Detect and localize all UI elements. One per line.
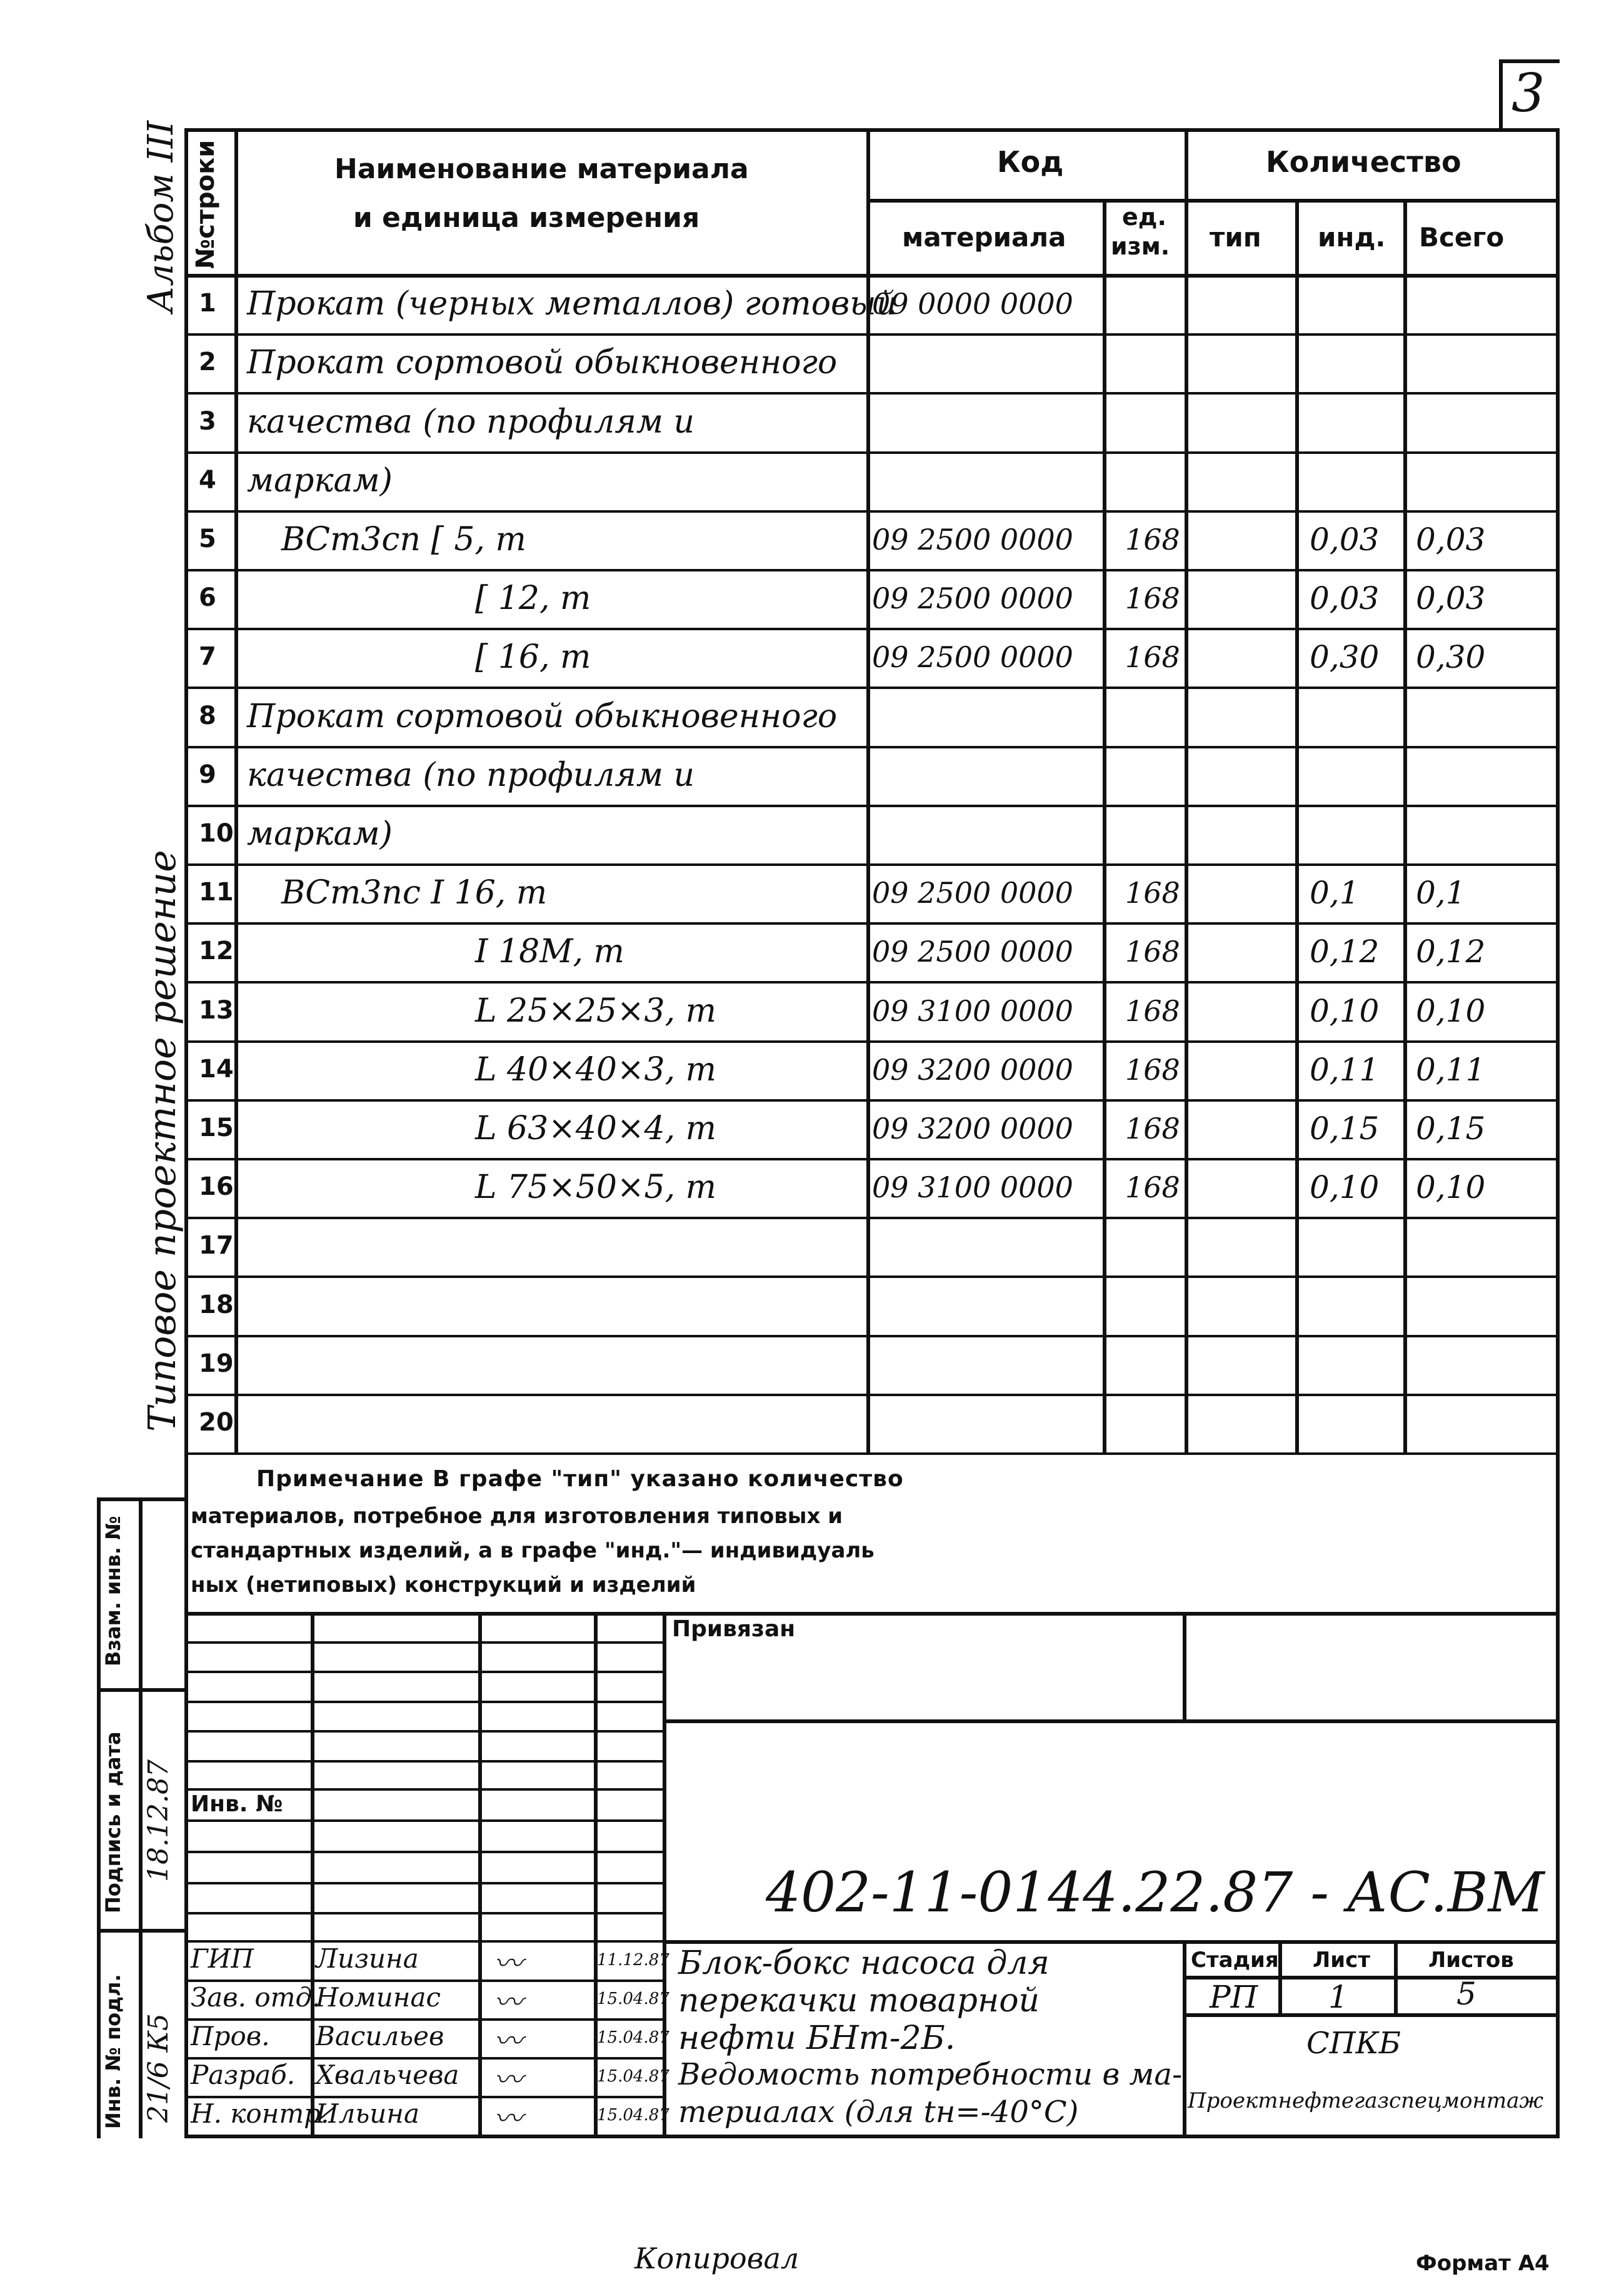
row-number: 8 (199, 701, 216, 730)
signature-date: 15.04.87 (597, 1990, 669, 2008)
table-row-line (184, 746, 1560, 748)
row-unit-code: 168 (1125, 994, 1180, 1028)
signature-role: Разраб. (191, 2060, 296, 2090)
header-code-material: материала (902, 222, 1066, 253)
row-material-name: Прокат сортовой обыкновенного (247, 344, 838, 382)
header-name-line1: Наименование материала (334, 153, 749, 185)
col-line-type (1295, 199, 1299, 1454)
header-code-unit-2: изм. (1111, 233, 1170, 260)
row-material-code: 09 2500 0000 (872, 876, 1073, 910)
row-number: 9 (199, 760, 216, 789)
note-line3: стандартных изделий, а в графе "инд."— индивидуаль (191, 1538, 875, 1563)
signature-scribble-icon: 〰 (494, 1985, 523, 2019)
table-row-line (184, 628, 1560, 630)
row-number: 13 (199, 995, 234, 1025)
row-number: 6 (199, 583, 216, 613)
row-unit-code: 168 (1125, 876, 1180, 910)
row-unit-code: 168 (1125, 522, 1180, 556)
title-line1: Блок-бокс насоса для (678, 1944, 1050, 1982)
row-material-code: 09 2500 0000 (872, 581, 1073, 616)
header-row-no: №строки (191, 139, 220, 269)
row-material-name: ВСт3пс I 16, т (281, 874, 548, 912)
sheets-label: Листов (1428, 1948, 1514, 1973)
table-row-line (184, 1394, 1560, 1396)
col-line-ind (1403, 199, 1407, 1454)
signature-name: Ильина (316, 2098, 419, 2129)
title-line3: нефти БНт-2Б. (678, 2020, 956, 2057)
table-row-line (184, 805, 1560, 807)
copied-label: Копировал (634, 2241, 799, 2275)
col-line-unit (1185, 128, 1188, 1454)
table-row-line (184, 1158, 1560, 1160)
row-material-name: [ 16, т (475, 638, 591, 677)
signature-date: 11.12.87 (597, 1951, 669, 1970)
row-material-code: 09 3200 0000 (872, 1111, 1073, 1145)
signature-role: Зав. отд. (191, 1982, 321, 2013)
page-number: 3 (1511, 63, 1545, 124)
row-qty-ind: 0,1 (1310, 875, 1360, 912)
row-number: 20 (199, 1407, 234, 1437)
stamp-strip-top (97, 1497, 184, 1501)
row-number: 16 (199, 1172, 234, 1202)
row-qty-total: 0,11 (1416, 1051, 1486, 1088)
row-material-name: L 25×25×3, т (475, 992, 716, 1030)
row-qty-total: 0,30 (1416, 639, 1486, 676)
table-row-line (184, 1335, 1560, 1337)
row-number: 11 (199, 878, 234, 907)
table-row-line (184, 687, 1560, 689)
header-qty-total: Всего (1419, 222, 1505, 253)
row-material-name: качества (по профилям и (247, 756, 694, 794)
row-material-name: Прокат (черных металлов) готовый (247, 285, 898, 323)
note-line1: Примечание В графе "тип" указано количество (256, 1466, 904, 1492)
row-qty-ind: 0,30 (1310, 639, 1380, 676)
row-number: 5 (199, 524, 216, 553)
title-block-row-line (184, 1912, 663, 1914)
row-number: 2 (199, 348, 216, 377)
vzam-label: Взам. инв. № (101, 1516, 125, 1666)
title-block-row-line (184, 1701, 663, 1703)
org-short: СПКБ (1306, 2026, 1401, 2061)
row-number: 3 (199, 406, 216, 436)
row-material-name: L 40×40×3, т (475, 1050, 716, 1089)
col-line-rownum (234, 128, 238, 1454)
header-qty: Количество (1266, 145, 1461, 179)
album-label: Альбом III (141, 120, 181, 313)
format-label: Формат А4 (1416, 2251, 1550, 2276)
row-number: 12 (199, 937, 234, 966)
row-qty-total: 0,15 (1416, 1110, 1486, 1147)
title-line2: перекачки товарной (678, 1982, 1040, 2020)
note-line2: материалов, потребное для изготовления типовых и (191, 1504, 843, 1529)
table-row-line (184, 1452, 1560, 1455)
title-block-top-line (184, 1612, 1560, 1616)
row-number: 18 (199, 1290, 234, 1319)
title-block-row-line (184, 1882, 663, 1884)
table-row-line (184, 333, 1560, 336)
table-row-line (184, 922, 1560, 925)
row-qty-total: 0,10 (1416, 992, 1486, 1029)
signature-scribble-icon: 〰 (494, 2063, 523, 2096)
title-block-row-line (184, 1760, 663, 1763)
row-material-name: Прокат сортовой обыкновенного (247, 697, 838, 735)
row-material-code: 09 2500 0000 (872, 522, 1073, 556)
signature-name: Лизина (316, 1943, 419, 1974)
row-number: 19 (199, 1349, 234, 1378)
row-qty-total: 0,10 (1416, 1169, 1486, 1206)
row-unit-code: 168 (1125, 935, 1180, 969)
row-unit-code: 168 (1125, 581, 1180, 616)
row-material-code: 09 0000 0000 (872, 287, 1073, 321)
row-material-name: маркам) (247, 815, 393, 853)
row-material-name: [ 12, т (475, 580, 591, 618)
series-title: Типовое проектное решение (141, 850, 184, 1432)
signature-date: 15.04.87 (597, 2067, 669, 2086)
header-bottom-line (184, 274, 1560, 278)
stamp-strip-div1 (97, 1688, 184, 1692)
col-line-name (866, 128, 870, 1454)
signature-name: Номинас (316, 1982, 441, 2013)
table-row-line (184, 981, 1560, 984)
table-row-line (184, 569, 1560, 571)
signature-date: 15.04.87 (597, 2106, 669, 2125)
stamp-strip-mid (97, 1497, 101, 2138)
row-qty-ind: 0,15 (1310, 1110, 1380, 1147)
signature-name: Хвальчева (316, 2060, 459, 2090)
row-qty-ind: 0,10 (1310, 992, 1380, 1029)
row-unit-code: 168 (1125, 1170, 1180, 1205)
frame-right-line (1556, 128, 1560, 2138)
title-block-row-line (184, 1819, 663, 1822)
tb-line-a (663, 1719, 1560, 1723)
row-material-name: маркам) (247, 461, 393, 500)
row-material-code: 09 2500 0000 (872, 935, 1073, 969)
row-qty-total: 0,12 (1416, 933, 1486, 970)
row-number: 15 (199, 1113, 234, 1142)
stage-value: РП (1210, 1979, 1258, 2015)
tb-col-4 (663, 1612, 666, 2137)
row-material-code: 09 3200 0000 (872, 1052, 1073, 1087)
privyazan-label: Привязан (672, 1616, 796, 1642)
row-qty-ind: 0,10 (1310, 1169, 1380, 1206)
title-block-row-line (184, 1671, 663, 1673)
inv-no-label: Инв. № (191, 1791, 283, 1817)
stage-label: Стадия (1191, 1948, 1279, 1973)
table-row-line (184, 451, 1560, 454)
frame-left-line (184, 128, 188, 2138)
header-code: Код (997, 145, 1064, 179)
row-material-code: 09 2500 0000 (872, 640, 1073, 675)
row-material-name: качества (по профилям и (247, 403, 694, 441)
document-code: 402-11-0144.22.87 - АС.ВМ (766, 1860, 1545, 1924)
row-qty-total: 0,03 (1416, 580, 1486, 617)
signature-scribble-icon: 〰 (494, 2024, 523, 2058)
title-block-row-line (184, 1851, 663, 1853)
title-block-row-line (184, 1788, 663, 1791)
tb-stage-left (1183, 1940, 1186, 2137)
page-number-box-left (1499, 59, 1503, 131)
header-code-unit-1: ед. (1122, 203, 1166, 231)
row-material-code: 09 3100 0000 (872, 994, 1073, 1028)
inv-podl-value: 21/6 К5 (143, 2013, 174, 2123)
inv-podl-label: Инв. № подл. (101, 1974, 125, 2129)
row-number: 1 (199, 289, 216, 318)
row-number: 17 (199, 1231, 234, 1260)
row-material-name: I 18М, т (475, 933, 624, 971)
title-line5: териалах (для tн=-40°С) (678, 2095, 1079, 2130)
table-row-line (184, 1040, 1560, 1043)
title-block-row-line (184, 1940, 663, 1943)
sign-date-label: Подпись и дата (101, 1731, 125, 1913)
signature-role: Пров. (191, 2021, 270, 2051)
table-row-line (184, 1217, 1560, 1219)
row-unit-code: 168 (1125, 1111, 1180, 1145)
signature-name: Васильев (316, 2021, 444, 2051)
table-row-line (184, 392, 1560, 395)
row-material-code: 09 3100 0000 (872, 1170, 1073, 1205)
table-row-line (184, 1275, 1560, 1278)
signature-role: ГИП (191, 1943, 254, 1974)
row-material-name: L 63×40×4, т (475, 1109, 716, 1147)
header-qty-type: тип (1210, 222, 1261, 253)
row-qty-ind: 0,11 (1310, 1051, 1380, 1088)
row-qty-ind: 0,12 (1310, 933, 1380, 970)
row-qty-total: 0,1 (1416, 875, 1466, 912)
sheet-label: Лист (1313, 1948, 1370, 1973)
header-name-line2: и единица измерения (353, 202, 700, 234)
col-line-code (1103, 199, 1106, 1454)
note-line4: ных (нетиповых) конструкций и изделий (191, 1572, 696, 1597)
table-row-line (184, 863, 1560, 866)
table-row-line (184, 510, 1560, 513)
frame-top-line (184, 128, 1560, 132)
stamp-strip-div2 (97, 1929, 184, 1933)
sign-date-value: 18.12.87 (143, 1759, 174, 1882)
row-material-name: L 75×50×5, т (475, 1169, 716, 1207)
row-qty-ind: 0,03 (1310, 580, 1380, 617)
frame-bottom-line (184, 2135, 1560, 2138)
signature-date: 15.04.87 (597, 2028, 669, 2047)
title-line4: Ведомость потребности в ма- (678, 2057, 1183, 2092)
org-full: Проектнефтегазспецмонтаж (1188, 2088, 1544, 2113)
row-qty-total: 0,03 (1416, 521, 1486, 558)
header-qty-ind: инд. (1318, 222, 1386, 253)
table-row-line (184, 1099, 1560, 1102)
row-unit-code: 168 (1125, 640, 1180, 675)
row-number: 7 (199, 642, 216, 672)
signature-role: Н. контр. (191, 2098, 329, 2129)
sheets-value: 5 (1456, 1976, 1476, 2012)
row-number: 10 (199, 818, 234, 848)
row-number: 14 (199, 1054, 234, 1084)
header-divider (866, 199, 1558, 203)
sheet-value: 1 (1328, 1979, 1348, 2015)
row-number: 4 (199, 465, 216, 495)
title-block-row-line (184, 1730, 663, 1733)
title-block-row-line (184, 1641, 663, 1644)
tb-line-doccode (663, 1940, 1560, 1944)
signature-scribble-icon: 〰 (494, 1946, 523, 1980)
row-material-name: ВСт3сп [ 5, т (281, 520, 526, 558)
row-qty-ind: 0,03 (1310, 521, 1380, 558)
tb-privyazan-divider (1183, 1612, 1186, 1721)
row-unit-code: 168 (1125, 1052, 1180, 1087)
signature-scribble-icon: 〰 (494, 2101, 523, 2135)
